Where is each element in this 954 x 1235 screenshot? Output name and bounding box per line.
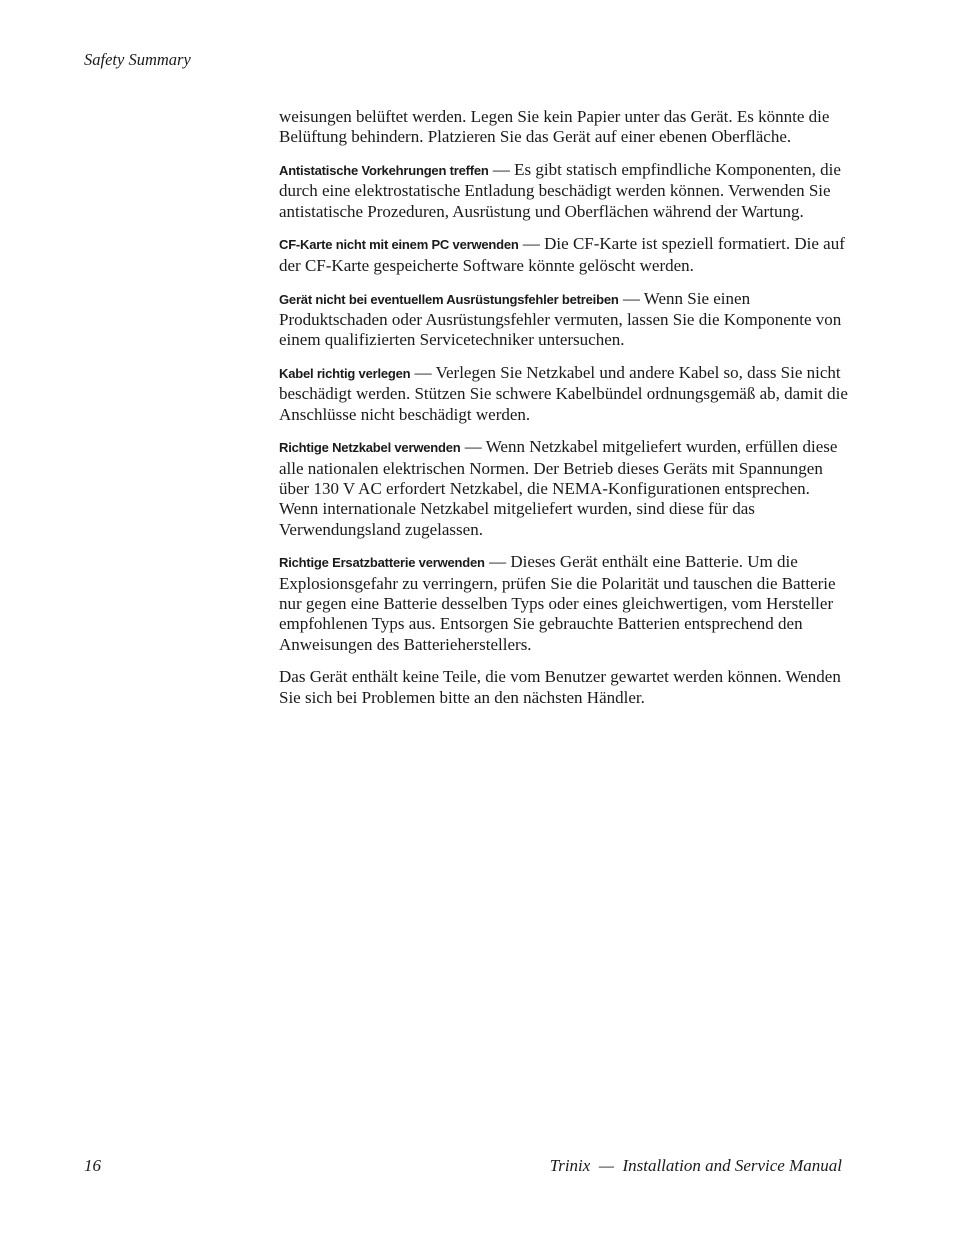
item-lead: Gerät nicht bei eventuellem Ausrüstungsfehler betreiben bbox=[279, 291, 619, 307]
safety-item-antistatic bbox=[279, 160, 849, 222]
safety-item-cable-routing bbox=[279, 363, 849, 425]
item-text: — Wenn Sie einen Produktschaden oder Ausrüstungsfehler vermuten, lassen Sie die Komponente von einem qualifizierten Servicetechniker untersuchen. bbox=[279, 288, 842, 350]
safety-item-power-cords bbox=[279, 437, 849, 539]
item-lead: Richtige Ersatzbatterie verwenden bbox=[279, 555, 485, 571]
safety-item-cf-card bbox=[279, 234, 849, 276]
item-text: — Verlegen Sie Netzkabel und andere Kabel so, dass Sie nicht beschädigt werden. Stützen Sie schwere Kabelbündel ordnungsgemäß ab, damit die Anschlüsse nicht beschädigt werden. bbox=[279, 362, 848, 424]
body-text bbox=[279, 107, 849, 720]
page-number: 16 bbox=[84, 1156, 101, 1175]
item-text: — Die CF-Karte ist speziell formatiert. Die auf der CF-Karte gespeicherte Software könnte gelöscht werden. bbox=[279, 234, 845, 275]
item-lead: Kabel richtig verlegen bbox=[279, 365, 411, 381]
item-text: — Dieses Gerät enthält eine Batterie. Um die Explosionsgefahr zu verringern, prüfen Sie die Polarität und tauschen die Batterie nur gegen eine Batterie desselben Typs oder eines gleichwertigen, vom Hersteller empfohlenen Typs aus. Entsorgen Sie gebrauchte Batterien entsprechend den Anweisungen des Batterieherstellers. bbox=[279, 552, 836, 654]
item-text: — Wenn Netzkabel mitgeliefert wurden, erfüllen diese alle nationalen elektrischen Normen. Der Betrieb dieses Geräts mit Spannungen über 130 V AC erfordert Netzkabel, die NEMA-Konfigurationen entsprechen. Wenn internationale Netzkabel mitgeliefert wurden, sind diese für das Verwendungsland zugelassen. bbox=[279, 437, 838, 539]
closing-paragraph: Das Gerät enthält keine Teile, die vom Benutzer gewartet werden können. Wenden Sie sich bei Problemen bitte an den nächsten Händler. bbox=[279, 667, 841, 707]
item-lead: Richtige Netzkabel verwenden bbox=[279, 440, 461, 456]
item-lead: CF-Karte nicht mit einem PC verwenden bbox=[279, 237, 519, 253]
manual-title: Trinix — Installation and Service Manual bbox=[549, 1156, 842, 1175]
safety-item-equipment-failure bbox=[279, 289, 849, 351]
intro-paragraph: weisungen belüftet werden. Legen Sie kein Papier unter das Gerät. Es könnte die Belüftung behindern. Platzieren Sie das Gerät auf einer ebenen Oberfläche. bbox=[279, 107, 830, 147]
item-text: — Es gibt statisch empfindliche Komponenten, die durch eine elektrostatische Entladung beschädigt werden können. Verwenden Sie antistatische Prozeduren, Ausrüstung und Oberflächen während der Wartung. bbox=[279, 160, 841, 221]
safety-item-battery bbox=[279, 552, 849, 654]
running-head: Safety Summary bbox=[84, 50, 191, 69]
item-lead: Antistatische Vorkehrungen treffen bbox=[279, 163, 489, 179]
